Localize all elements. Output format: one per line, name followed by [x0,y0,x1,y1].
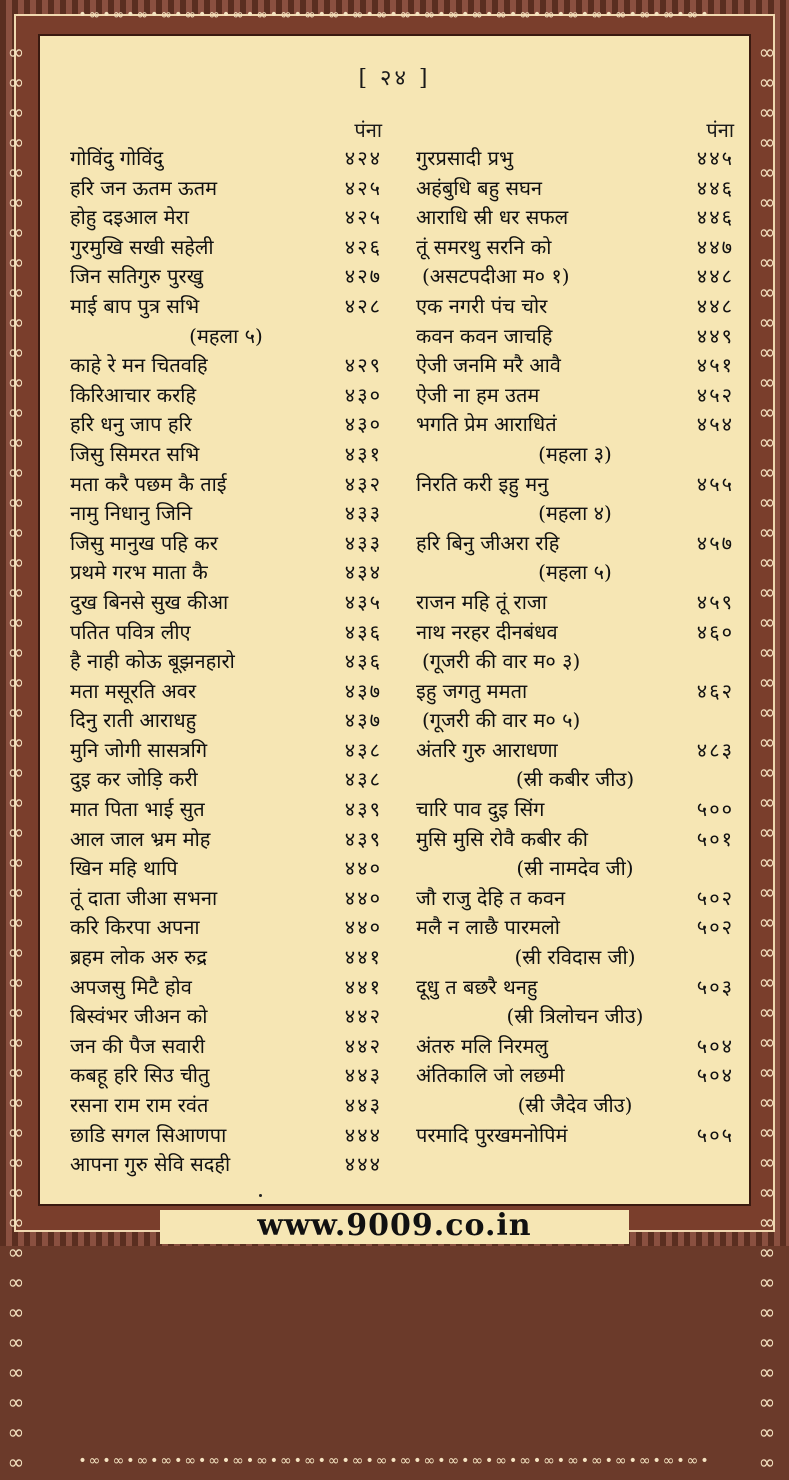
stray-dot [259,1194,262,1197]
index-page [38,34,751,1206]
entry-title: माई बाप पुत्र सभि [70,293,200,318]
entry-title: भगति प्रेम आराधितं [416,412,557,437]
entry-page-number: ४२५ [344,175,382,200]
entry-title: जिसु मानुख पहि कर [70,530,218,555]
entry-title: खिन महि थापि [70,856,178,881]
entry-title: (स्री नामदेव जी) [516,856,634,881]
index-entry [70,913,382,943]
section-heading [416,943,734,973]
entry-title: आराधि स्री धर सफल [416,205,569,230]
entry-page-number: ४२४ [344,146,382,170]
entry-page-number: ४४२ [344,1033,382,1058]
entry-title: मलै न लाछै पारमलो [416,915,560,940]
entry-page-number: ४५१ [696,353,734,378]
border-ornament-left: ∞∞∞∞∞∞∞∞∞∞∞∞∞∞∞∞∞∞∞∞∞∞∞∞∞∞∞∞∞∞∞∞∞∞∞∞∞∞∞∞∞∞∞∞∞∞∞∞ [4,40,28,1480]
entry-page-number: ४३८ [344,767,382,792]
index-list-right [416,144,734,1150]
entry-page-number: ४४३ [344,1093,382,1117]
entry-title: (गूजरी की वार म० ३) [422,649,581,674]
index-entry [416,233,734,263]
entry-title: मात पिता भाई सुत [70,797,205,822]
entry-title: अंतरि गुरु आराधणा [416,737,558,762]
index-entry [70,262,382,292]
index-entry [416,825,734,855]
index-entry [70,647,382,677]
index-entry [70,943,382,973]
index-entry [416,588,734,618]
entry-page-number: ४४६ [696,205,734,230]
entry-title: अंतिकालि जो लछमी [416,1063,565,1088]
entry-title: दुख बिनसे सुख कीआ [70,589,229,614]
index-entry [70,736,382,766]
entry-title: मुसि मुसि रोवै कबीर की [416,826,588,851]
entry-page-number: ४३१ [344,441,382,466]
entry-title: दूधु त बछरै थनहु [416,974,538,999]
entry-title: राजन महि तूं राजा [416,589,547,614]
entry-title: छाडि सगल सिआणपा [70,1122,227,1147]
entry-page-number: ४३६ [344,619,382,644]
entry-page-number: ४५५ [696,471,734,496]
section-heading [416,499,734,529]
entry-page-number: ४३७ [344,708,382,733]
index-entry [70,1032,382,1062]
index-entry [70,499,382,529]
entry-page-number: ५०३ [696,974,734,999]
entry-title: आपना गुरु सेवि सदही [70,1152,231,1177]
entry-page-number: ४४७ [696,234,734,259]
index-entry [416,381,734,411]
index-entry [416,292,734,322]
index-entry [416,262,734,292]
entry-page-number: ४३५ [344,589,382,614]
border-ornament-top: •∞•∞•∞•∞•∞•∞•∞•∞•∞•∞•∞•∞•∞•∞•∞•∞•∞•∞•∞•∞•∞•∞•∞•∞•∞•∞• [78,7,711,23]
index-entry [416,322,734,352]
index-entry [70,706,382,736]
entry-page-number: ४६२ [696,678,734,703]
index-entry [70,1002,382,1032]
entry-title: हरि जन ऊतम ऊतम [70,175,218,200]
entry-page-number: ४४४ [344,1122,382,1147]
index-entry [70,292,382,322]
index-entry [416,647,734,677]
entry-page-number: ४४१ [344,974,382,999]
entry-page-number: ४३९ [344,797,382,822]
entry-title: होहु दइआल मेरा [70,205,189,230]
entry-page-number: ४३३ [344,501,382,526]
border-ornament-right: ∞∞∞∞∞∞∞∞∞∞∞∞∞∞∞∞∞∞∞∞∞∞∞∞∞∞∞∞∞∞∞∞∞∞∞∞∞∞∞∞∞∞∞∞∞∞∞∞ [755,40,779,1480]
entry-page-number: ४२७ [344,264,382,289]
entry-title: दिनु राती आराधहु [70,708,197,733]
index-entry [70,351,382,381]
entry-title: चारि पाव दुइ सिंग [416,797,545,822]
index-entry [70,1091,382,1121]
entry-title: ऐजी जनमि मरै आवै [416,353,561,378]
entry-page-number: ४४८ [696,264,734,289]
index-entry [70,440,382,470]
index-entry [70,558,382,588]
entry-title: मता मसूरति अवर [70,678,197,703]
entry-title: (स्री त्रिलोचन जीउ) [506,1004,644,1029]
index-column-right [416,116,734,1150]
index-entry [70,233,382,263]
entry-title: अहंबुधि बहु सघन [416,175,542,200]
entry-title: एक नगरी पंच चोर [416,293,548,318]
index-entry [70,1061,382,1091]
entry-title: जौ राजु देहि त कवन [416,885,566,910]
index-entry [70,470,382,500]
index-entry [416,144,734,174]
entry-page-number: ४६० [696,619,734,644]
index-entry [70,410,382,440]
section-heading [416,440,734,470]
section-heading [416,854,734,884]
section-heading [416,558,734,588]
entry-page-number: ५०५ [696,1122,734,1147]
entry-page-number: ४४० [344,856,382,881]
index-entry [70,618,382,648]
entry-page-number: ४४२ [344,1004,382,1029]
entry-title: मुनि जोगी सासत्रगि [70,737,208,762]
entry-page-number: ४२५ [344,205,382,230]
entry-title: (गूजरी की वार म० ५) [422,708,581,733]
entry-title: अंतरु मलि निरमलु [416,1033,549,1058]
index-entry [416,351,734,381]
section-heading [416,1091,734,1121]
entry-title: प्रथमे गरभ माता कै [70,560,208,585]
section-heading [416,765,734,795]
index-entry [416,1121,734,1151]
entry-page-number: ४४० [344,915,382,940]
index-entry [70,1150,382,1180]
entry-page-number: ४५२ [696,382,734,407]
index-entry [70,203,382,233]
entry-title: गोविंदु गोविंदु [70,146,164,170]
entry-page-number: ४३९ [344,826,382,851]
entry-title: गुरप्रसादी प्रभु [416,146,514,170]
entry-page-number: ४२८ [344,293,382,318]
entry-title: ब्रहम लोक अरु रुद्र [70,945,207,970]
entry-title: नाथ नरहर दीनबंधव [416,619,558,644]
entry-title: पतित पवित्र लीए [70,619,191,644]
index-entry [70,973,382,1003]
footer-url[interactable]: www.9009.co.in [257,1208,532,1243]
entry-title: गुरमुखि सखी सहेली [70,234,214,259]
index-entry [416,529,734,559]
index-entry [416,1032,734,1062]
entry-page-number: ५०२ [696,885,734,910]
entry-title: (असटपदीआ म० १) [422,264,570,289]
entry-title: (स्री जैदेव जीउ) [517,1093,633,1117]
index-entry [416,795,734,825]
entry-page-number: ५०४ [696,1063,734,1088]
entry-title: कवन कवन जाचहि [416,323,553,348]
entry-title: बिस्वंभर जीअन को [70,1004,208,1029]
index-list-left [70,144,382,1180]
entry-title: हरि बिनु जीअरा रहि [416,530,560,555]
entry-page-number: ४३२ [344,471,382,496]
entry-page-number: ५०४ [696,1033,734,1058]
entry-page-number: ४३४ [344,560,382,585]
entry-title: तूं दाता जीआ सभना [70,885,218,910]
entry-page-number: ४३७ [344,678,382,703]
index-entry [70,765,382,795]
entry-title: जन की पैज सवारी [70,1033,205,1058]
entry-title: (महला ४) [538,501,612,526]
entry-page-number: ४४३ [344,1063,382,1088]
index-entry [416,174,734,204]
index-entry [70,854,382,884]
entry-title: काहे रे मन चितवहि [70,353,208,378]
entry-title: (महला ५) [189,323,263,348]
index-entry [416,203,734,233]
entry-page-number: ४३० [344,382,382,407]
index-entry [70,144,382,174]
index-entry [416,913,734,943]
entry-title: तूं समरथु सरनि को [416,234,552,259]
entry-title: (महला ५) [538,560,612,585]
entry-title: निरति करी इहु मनु [416,471,549,496]
entry-title: किरिआचार करहि [70,382,197,407]
entry-title: परमादि पुरखमनोपिमं [416,1122,568,1147]
index-entry [416,973,734,1003]
index-entry [70,825,382,855]
index-entry [70,795,382,825]
entry-page-number: ४५४ [696,412,734,437]
entry-title: इहु जगतु ममता [416,678,528,703]
entry-page-number: ४३८ [344,737,382,762]
entry-page-number: ४३३ [344,530,382,555]
index-entry [70,529,382,559]
index-entry [416,677,734,707]
entry-title: ऐजी ना हम उतम [416,382,540,407]
index-entry [70,1121,382,1151]
entry-page-number: ४४६ [696,175,734,200]
entry-page-number: ४२९ [344,353,382,378]
entry-page-number: ४५९ [696,589,734,614]
entry-title: कबहू हरि सिउ चीतु [70,1063,210,1088]
entry-page-number: ४४१ [344,945,382,970]
entry-page-number: ४३६ [344,649,382,674]
index-entry [70,381,382,411]
entry-title: हरि धनु जाप हरि [70,412,192,437]
entry-title: मता करै पछम कै ताई [70,471,227,496]
entry-title: रसना राम राम रवंत [70,1093,209,1117]
entry-title: जिसु सिमरत सभि [70,441,200,466]
page-number: [ २४ ] [358,66,431,91]
column-header-left: पंना [354,118,382,142]
entry-title: जिन सतिगुरु पुरखु [70,264,204,289]
index-entry [70,884,382,914]
entry-title: करि किरपा अपना [70,915,200,940]
entry-title: दुइ कर जोड़ि करी [70,767,198,792]
entry-page-number: ४४५ [696,146,734,170]
index-entry [416,736,734,766]
index-entry [416,470,734,500]
column-header-right: पंना [706,118,734,142]
index-entry [70,588,382,618]
entry-page-number: ५०२ [696,915,734,940]
index-column-left [70,116,382,1180]
entry-title: अपजसु मिटै होव [70,974,192,999]
index-entry [416,618,734,648]
border-ornament-bottom: •∞•∞•∞•∞•∞•∞•∞•∞•∞•∞•∞•∞•∞•∞•∞•∞•∞•∞•∞•∞•∞•∞•∞•∞•∞•∞• [78,1453,711,1469]
entry-page-number: ४४४ [344,1152,382,1177]
entry-page-number: ४३० [344,412,382,437]
entry-page-number: ४५७ [696,530,734,555]
entry-page-number: ४८३ [696,737,734,762]
entry-title: (महला ३) [538,441,612,466]
index-entry [70,677,382,707]
index-entry [416,706,734,736]
entry-page-number: ५०१ [696,826,734,851]
entry-title: आल जाल भ्रम मोह [70,826,211,851]
index-entry [416,410,734,440]
section-heading [70,322,382,352]
index-entry [416,884,734,914]
entry-page-number: ४२६ [344,234,382,259]
entry-page-number: ५०० [696,797,734,822]
entry-page-number: ४४८ [696,293,734,318]
index-entry [70,174,382,204]
entry-title: (स्री रविदास जी) [514,945,636,970]
entry-title: (स्री कबीर जीउ) [515,767,635,792]
index-entry [416,1061,734,1091]
entry-title: है नाही कोऊ बूझनहारो [70,649,235,674]
entry-page-number: ४४९ [696,323,734,348]
section-heading [416,1002,734,1032]
entry-title: नामु निधानु जिनि [70,501,193,526]
entry-page-number: ४४० [344,885,382,910]
